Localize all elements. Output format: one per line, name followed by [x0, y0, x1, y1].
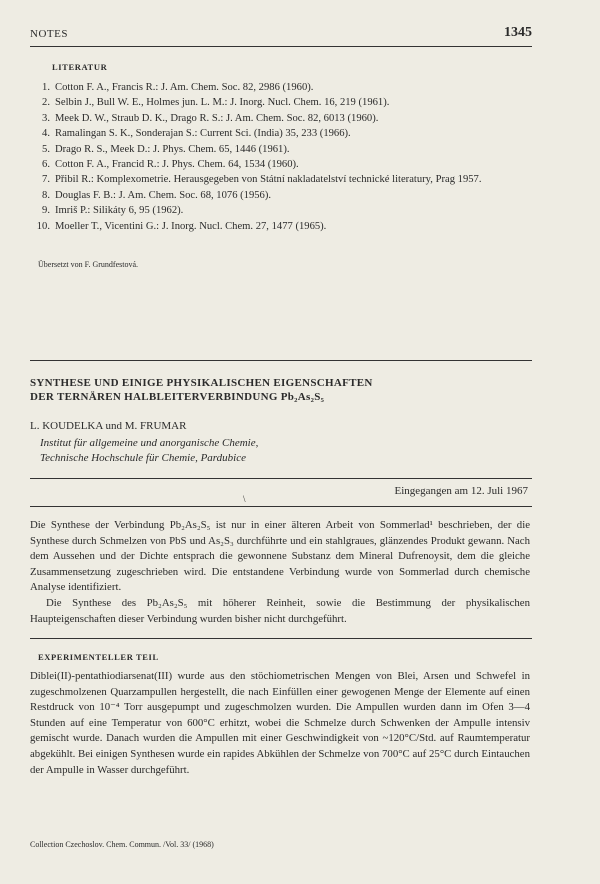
reference-text: Douglas F. B.: J. Am. Chem. Soc. 68, 1076 (1956). — [55, 189, 272, 201]
section-divider — [30, 360, 532, 361]
reference-item — [28, 219, 538, 234]
article-title-line: DER TERNÄREN HALBLEITERVERBINDUNG Pb₂As₂S₅ — [30, 391, 325, 403]
reference-text: Imriš P.: Silikáty 6, 95 (1962). — [55, 205, 184, 217]
received-rule — [30, 506, 532, 507]
reference-number: 2. — [42, 97, 50, 109]
journal-footer: Collection Czechoslov. Chem. Commun. /Vol. 33/ (1968) — [30, 840, 214, 849]
article-affiliation — [40, 436, 258, 466]
reference-text: Meek D. W., Straub D. K., Drago R. S.: J. Am. Chem. Soc. 82, 6013 (1960). — [55, 112, 379, 124]
reference-number: 6. — [42, 159, 50, 171]
reference-item — [28, 142, 538, 157]
reference-item — [28, 80, 538, 95]
reference-item — [28, 157, 538, 172]
experimental-paragraph: Diblei(II)-pentathiodiarsenat(III) wurde aus den stöchiometrischen Mengen von Blei, Arsen und Schwefel in zugeschmolzenen Quarzampullen hergestellt, die nach Einfüllen einer gewogenen Menge der Elemente auf einen Restdruck von 10⁻⁴ Torr ausgepumpt und zugeschmolzen wurden. Die Ampullen wurden dann im Ofen 3—4 Stunden auf eine Temperatur von 600°C erhitzt, wobei die Schmelze durch Schwenken der Ampulle intensiv gemischt wurde. Danach wurden die Ampullen mit einer Geschwindigkeit von ~120°C/Std. auf Raumtemperatur abgekühlt. Bei einigen Synthesen wurde ein rapides Abkühlen der Schmelze von 700°C auf 25°C durch Eintauchen der Ampulle in Wasser durchgeführt. — [30, 670, 530, 776]
reference-number: 8. — [42, 189, 50, 201]
reference-number: 9. — [42, 205, 50, 217]
affiliation-line: Technische Hochschule für Chemie, Pardubice — [40, 452, 247, 464]
reference-item — [28, 188, 538, 203]
article-authors: L. KOUDELKA und M. FRUMAR — [30, 420, 187, 432]
reference-number: 1. — [42, 82, 50, 93]
reference-number: 3. — [42, 112, 50, 124]
reference-item — [28, 203, 538, 218]
reference-list — [28, 80, 538, 234]
intro-paragraph-2: Die Synthese des Pb₂As₂S₅ mit höherer Reinheit, sowie die Bestimmung der physikalischen Haupteigenschaften dieser Verbindung wurden bisher nicht durchgeführt. — [30, 597, 530, 625]
article-title-line: SYNTHESE UND EINIGE PHYSIKALISCHEN EIGENSCHAFTEN — [30, 377, 373, 389]
reference-text: Přibil R.: Komplexometrie. Herausgegeben von Státní nakladatelství technické literatury, Prag 1957. — [55, 174, 482, 186]
experimental-rule — [30, 638, 532, 639]
reference-text: Cotton F. A., Francid R.: J. Phys. Chem. 64, 1534 (1960). — [55, 159, 299, 171]
stray-mark: \ — [243, 494, 246, 504]
reference-text: Moeller T., Vicentini G.: J. Inorg. Nucl. Chem. 27, 1477 (1965). — [55, 220, 327, 232]
received-date: Eingegangen am 12. Juli 1967 — [394, 485, 528, 497]
affiliation-rule — [30, 478, 532, 479]
experimental-heading: EXPERIMENTELLER TEIL — [38, 652, 159, 662]
reference-text: Cotton F. A., Francis R.: J. Am. Chem. Soc. 82, 2986 (1960). — [55, 82, 314, 93]
running-header-section: NOTES — [30, 28, 68, 40]
reference-item — [28, 172, 538, 187]
reference-number: 4. — [42, 128, 50, 140]
reference-item — [28, 126, 538, 141]
reference-item — [28, 95, 538, 110]
reference-number: 5. — [42, 143, 50, 155]
intro-paragraph: Die Synthese der Verbindung Pb₂As₂S₅ ist nur in einer älteren Arbeit von Sommerlad¹ beschrieben, der die Synthese durch Schmelzen von PbS und As₂S₃ durchführte und ein stahlgraues, glänzendes Produkt gewann. Nach dem Aussehen und der Dichte entsprach die gewonnene Substanz dem Mineral Dufrenoysit, dem die gleiche Zusammensetzung zugeschrieben wird. Die entstandene Verbindung wurde von Sommerlad durch chemische Analyse identifiziert. — [30, 519, 530, 594]
reference-text: Selbin J., Bull W. E., Holmes jun. L. M.: J. Inorg. Nucl. Chem. 16, 219 (1961). — [55, 97, 390, 109]
page-number: 1345 — [504, 25, 532, 40]
reference-number: 7. — [42, 174, 50, 186]
article-title — [30, 376, 373, 404]
affiliation-line: Institut für allgemeine und anorganische Chemie, — [40, 437, 259, 449]
reference-item — [28, 111, 538, 126]
reference-text: Ramalingan S. K., Sonderajan S.: Current Sci. (India) 35, 233 (1966). — [55, 128, 351, 140]
reference-text: Drago R. S., Meek D.: J. Phys. Chem. 65, 1446 (1961). — [55, 143, 290, 155]
reference-number: 10. — [36, 220, 50, 232]
literature-heading: LITERATUR — [52, 62, 108, 72]
header-rule — [30, 46, 532, 47]
translator-credit: Übersetzt von F. Grundfestová. — [38, 260, 139, 269]
